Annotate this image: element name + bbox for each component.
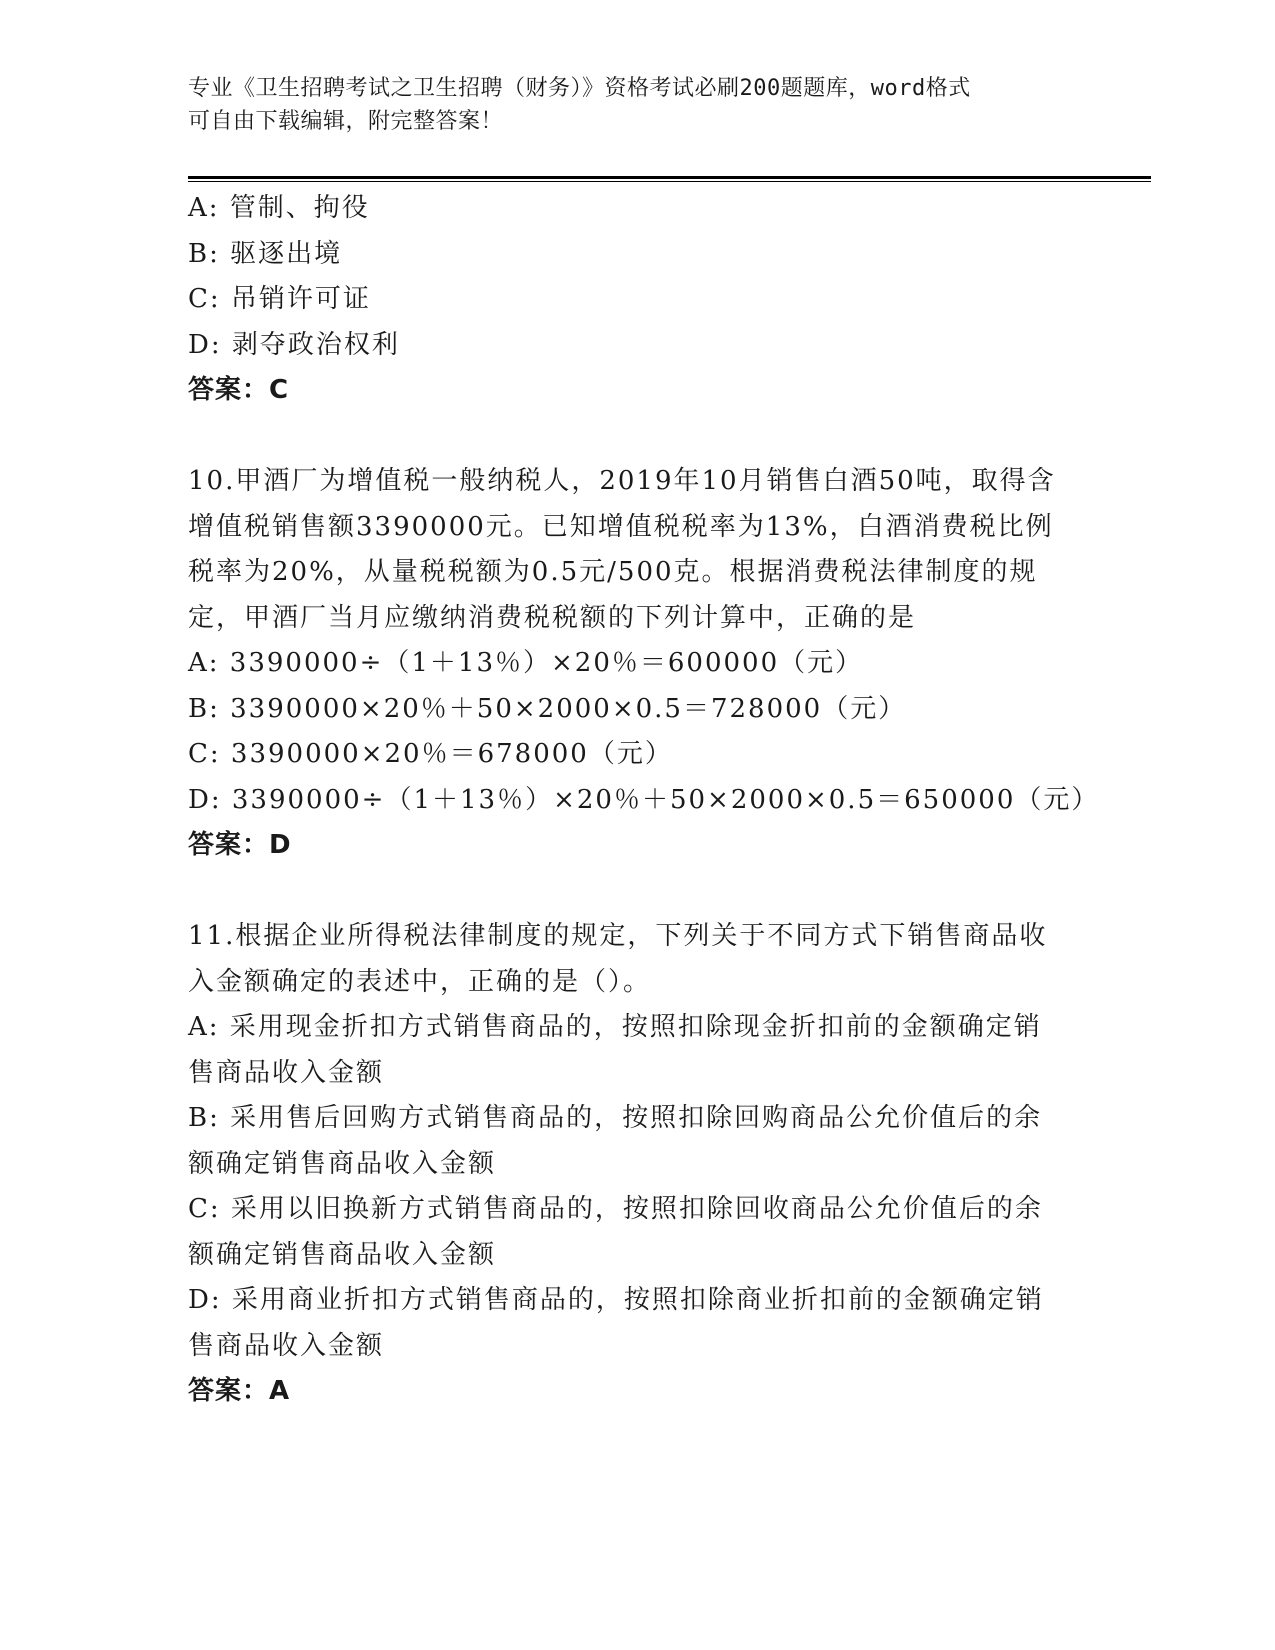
header-line-2: 可自由下载编辑，附完整答案！ [188,109,504,134]
question-10-stem-line-4: 定，甲酒厂当月应缴纳消费税税额的下列计算中，正确的是 [188,602,917,633]
question-10-option-b: B: 3390000×20％＋50×2000×0.5＝728000（元） [188,693,907,724]
question-10-option-d: D: 3390000÷（1＋13％）×20％＋50×2000×0.5＝650000（元） [188,784,1100,815]
question-11-block [188,914,1088,1415]
question-10-stem-line-3: 税率为20%，从量税税额为0.5元/500克。根据消费税法律制度的规 [188,557,1038,587]
question-11-option-c-line-2: 额确定销售商品收入金额 [188,1239,497,1270]
header-divider-thin [188,181,1151,182]
question-9-answer: 答案：C [188,375,290,405]
question-9-option-c: C: 吊销许可证 [188,284,371,314]
question-10-block [188,459,1100,869]
question-10-option-a: A: 3390000÷（1＋13％）×20％＝600000（元） [188,648,864,678]
question-11-option-d-line-1: D: 采用商业折扣方式销售商品的，按照扣除商业折扣前的金额确定销 [188,1285,1044,1315]
question-10-option-c: C: 3390000×20％＝678000（元） [188,739,673,769]
question-11-answer: 答案：A [188,1376,291,1406]
question-11-stem-line-1: 11.根据企业所得税法律制度的规定，下列关于不同方式下销售商品收 [188,921,1048,951]
question-11-option-d-line-2: 售商品收入金额 [188,1330,385,1361]
question-9-option-d: D: 剥夺政治权利 [188,329,400,360]
document-header [188,72,1068,138]
question-10-stem-line-1: 10.甲酒厂为增值税一般纳税人，2019年10月销售白酒50吨，取得含 [188,466,1056,496]
question-11-option-c-line-1: C: 采用以旧换新方式销售商品的，按照扣除回收商品公允价值后的余 [188,1194,1043,1224]
question-9-option-b: B: 驱逐出境 [188,238,343,269]
question-11-option-b-line-1: B: 采用售后回购方式销售商品的，按照扣除回购商品公允价值后的余 [188,1103,1043,1133]
question-9-option-a: A: 管制、拘役 [188,193,370,223]
question-11-option-a-line-1: A: 采用现金折扣方式销售商品的，按照扣除现金折扣前的金额确定销 [188,1012,1042,1042]
question-10-answer: 答案：D [188,830,292,860]
question-11-stem-line-2: 入金额确定的表述中，正确的是（）。 [188,966,652,997]
question-11-option-a-line-2: 售商品收入金额 [188,1057,385,1088]
header-line-1: 专业《卫生招聘考试之卫生招聘（财务）》资格考试必刷200题题库，word格式 [188,76,971,101]
spacer [188,414,1088,460]
question-content [188,186,1100,1415]
question-11-option-b-line-2: 额确定销售商品收入金额 [188,1148,497,1179]
header-divider-thick [188,176,1151,179]
spacer [188,869,1088,915]
question-9-block [188,186,1088,414]
question-10-stem-line-2: 增值税销售额3390000元。已知增值税税率为13%，白酒消费税比例 [188,511,1054,542]
